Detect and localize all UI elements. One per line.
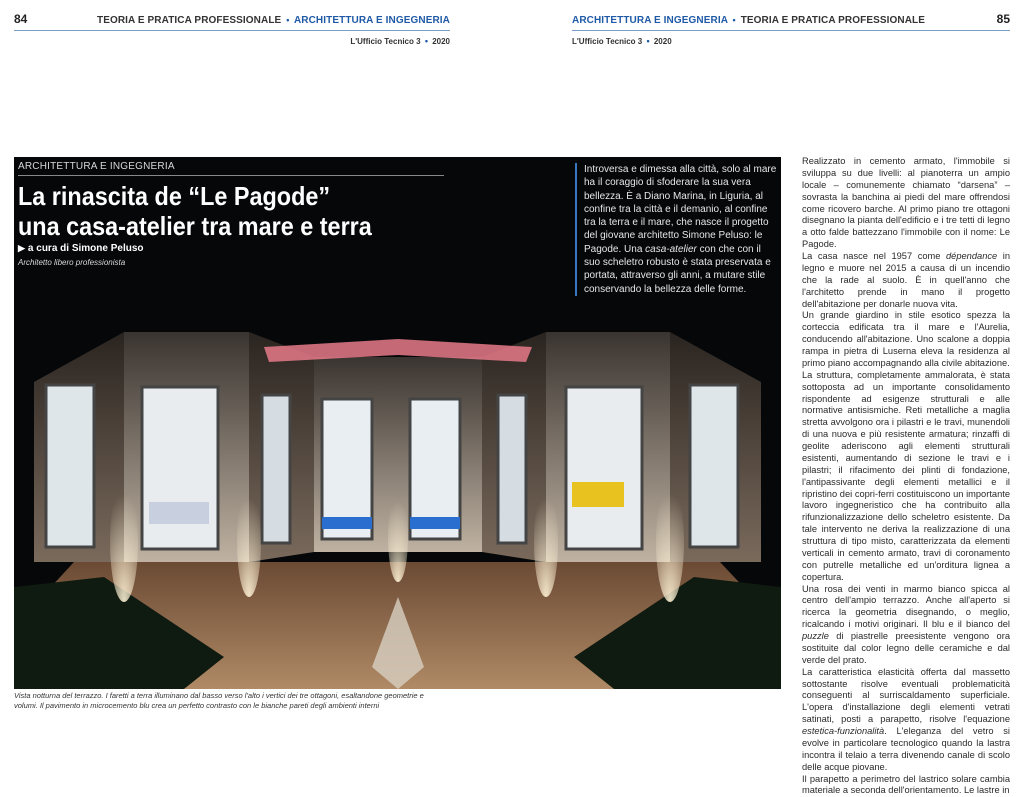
body-paragraph: Il parapetto a perimetro del lastrico solare cambia materiale a seconda dell'orientamento. Le lastre in: [802, 774, 1010, 797]
page-number-left: 84: [14, 12, 27, 26]
running-head-section-b: TEORIA E PRATICA PROFESSIONALE: [741, 15, 925, 26]
body-emphasis: puzzle: [802, 631, 829, 641]
body-paragraph: Un grande giardino in stile esotico spezza la corteccia edificata tra il mare e l'Aurelia, conducendo all'abitazione. Uno scalone a doppia rampa in pietra di Luserna eleva la residenza al primo piano accompagnando alla civile abitazione.: [802, 310, 1010, 369]
article-section-label: ARCHITETTURA E INGEGNERIA: [18, 161, 175, 172]
photo-caption: Vista notturna del terrazzo. I faretti a terra illuminano dal basso verso l'alto i vertici dei tre ottagoni, esaltandone geometrie e volumi. Il pavimento in microcemento blu crea un perfetto contrasto con le bianche pareti degli ambienti interni: [14, 691, 434, 711]
separator-dot: •: [423, 36, 430, 46]
journal-issue-right: [572, 36, 672, 46]
body-emphasis: dépendance: [946, 251, 997, 261]
body-text-run: di piastrelle preesistente vengono ora sostituite dal color legno delle ceramiche e dal verde del prato.: [802, 631, 1010, 665]
running-head-section-a: TEORIA E PRATICA PROFESSIONALE: [97, 15, 281, 26]
byline-role: Architetto libero professionista: [18, 258, 125, 267]
play-triangle-icon: ▶: [18, 243, 25, 253]
body-paragraph: Realizzato in cemento armato, l'immobile si sviluppa su due livelli: al pianoterra un ampio locale – comunemente chiamato “darsena” – sovrasta la banchina ai piedi del mare offrendosi come ricovero barche. Al primo piano tre ottagoni disegnano la pianta dell'edificio e i tre tetti di legno a otto falde battezzano l'immobile con il nome: Le Pagode.: [802, 156, 1010, 251]
journal-issue-left: [350, 36, 450, 46]
article-body: [802, 156, 1010, 797]
separator-dot: •: [644, 36, 651, 46]
byline: [18, 243, 144, 254]
intro-text: con che con il suo scheletro robusto è stata preservata e portata, attraverso gli anni, a mutare stile conservando la bellezza delle forme.: [584, 244, 771, 295]
journal-name: L'Ufficio Tecnico 3: [572, 37, 642, 46]
body-text-run: in legno e muore nel 2015 a causa di un incendio che la rade al suolo. È in quell'anno che l'architetto prende in mano il progetto dell'abitazione per donarle nuova vita.: [802, 251, 1010, 309]
page-number-right: 85: [997, 12, 1010, 26]
byline-author: a cura di Simone Peluso: [28, 243, 144, 254]
article-title: [18, 181, 432, 241]
running-head-section-b: ARCHITETTURA E INGEGNERIA: [294, 15, 450, 26]
article-intro: [575, 163, 777, 296]
body-emphasis: estetica-funzionalità: [802, 726, 884, 736]
journal-year: 2020: [654, 37, 672, 46]
body-text-run: Una rosa dei venti in marmo bianco spicca al centro dell'ampio terrazzo. Anche all'aperto si ricerca la geometria disegnando, o meglio, ricalcando i motivi originari. Il blu e il bianco del: [802, 584, 1010, 630]
body-paragraph: [802, 667, 1010, 774]
intro-emphasis: casa-atelier: [645, 244, 697, 255]
body-paragraph: La struttura, completamente ammalorata, è stata sottoposta ad un importante consolidamento rispondente ad esigenze strutturali e alle normative antisismiche. Reti metalliche a maglia stretta avvolgono ora i pilastri e le travi, munendoli di una nuova e più resistente armatura; rinzaffi di geolite aderiscono agli elementi strutturali esistenti, aumentando di sezione le travi e i pilastri; il rifacimento dei plinti di fondazione, l'antipassivante degli elementi metallici e il ripristino dei copri-ferri costituiscono un importante lavoro ingegneristico che ha contribuito alla rifunzionalizzazione dello scheletro esistente. Da tale intervento ne deriva la realizzazione di una struttura di tipo misto, caratterizzata da elementi verticali in cemento armato, travi di coronamento con putrelle metalliche ed un'orditura lignea a copertura.: [802, 370, 1010, 584]
running-head-section-a: ARCHITETTURA E INGEGNERIA: [572, 15, 728, 26]
separator-dot: •: [731, 15, 738, 25]
running-head-left: [97, 15, 450, 26]
journal-year: 2020: [432, 37, 450, 46]
separator-dot: •: [284, 15, 291, 25]
running-head-right: [572, 15, 925, 26]
title-line-2: una casa-atelier tra mare e terra: [18, 211, 372, 241]
section-label-rule: [18, 175, 444, 176]
body-text-run: La casa nasce nel 1957 come: [802, 251, 946, 261]
article-opener-spread: [14, 157, 781, 689]
body-paragraph: [802, 251, 1010, 310]
body-paragraph: [802, 584, 1010, 667]
body-text-run: La caratteristica elasticità offerta dal massetto sottostante risolve eventuali problematicità conseguenti al surriscaldamento superficiale. L'opera d'installazione degli elementi vetrati satinati, posti a parapetto, risolve l'equazione: [802, 667, 1010, 725]
journal-name: L'Ufficio Tecnico 3: [350, 37, 420, 46]
body-text-run: . L'eleganza del vetro si evolve in particolare tecnologico quando la lastra incontra il telaio a terra divenendo canale di scolo delle acque piovane.: [802, 726, 1010, 772]
title-line-1: La rinascita de “Le Pagode”: [18, 181, 330, 211]
intro-text: Introversa e dimessa alla città, solo al mare ha il coraggio di sfoderare la sua vera bellezza. È a Diano Marina, in Liguria, al confine tra la città e il demanio, al confine tra la terra e il mare, che nasce il progetto del giovane architetto Simone Peluso: le Pagode. Una: [584, 164, 776, 255]
header-rule-right: [572, 30, 1010, 31]
header-rule-left: [14, 30, 450, 31]
